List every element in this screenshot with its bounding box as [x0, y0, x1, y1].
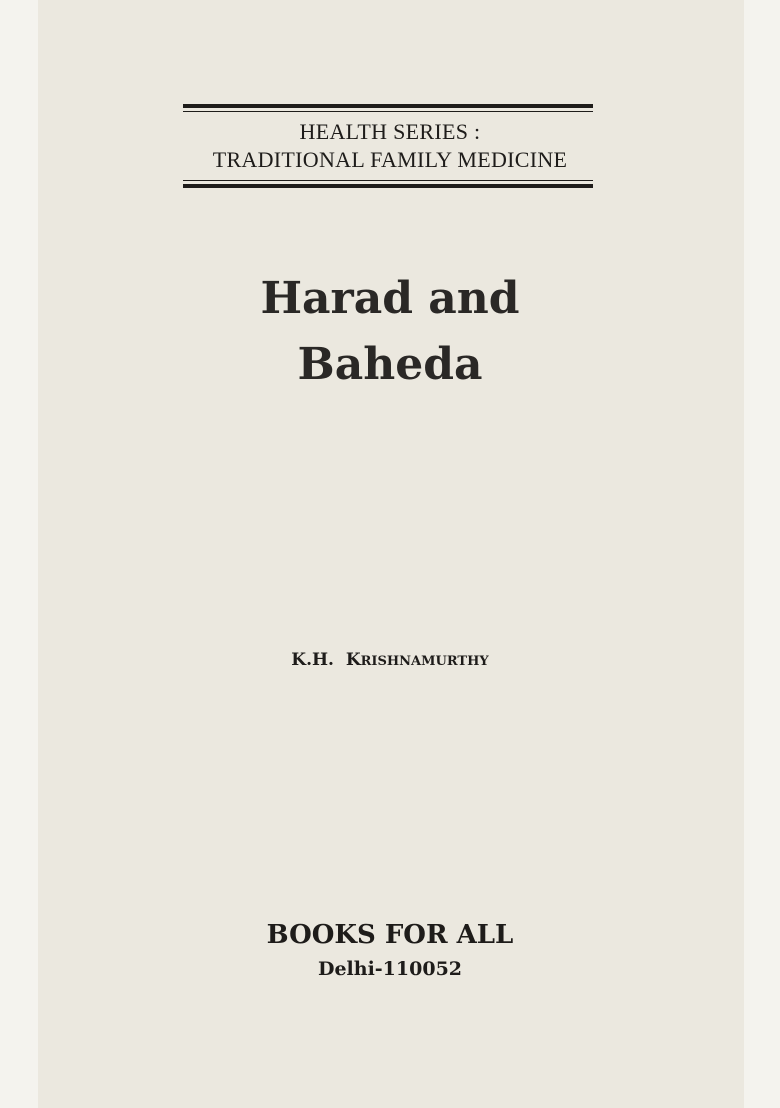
publisher-name: BOOKS FOR ALL: [266, 920, 514, 950]
book-title-line2: Baheda: [297, 339, 483, 390]
series-label: HEALTH SERIES :: [299, 119, 481, 144]
author-surname-initial: K: [345, 650, 361, 670]
book-title-line1: Harad and: [260, 273, 520, 324]
publisher-city: Delhi-110052: [317, 958, 463, 980]
author-surname-rest: RISHNAMURTHY: [360, 654, 489, 669]
bottom-rule-thick: [183, 184, 593, 188]
bottom-rule-thin: [183, 180, 593, 181]
top-rule-thick: [183, 104, 593, 108]
author-initials: K.H.: [291, 650, 334, 670]
top-rule-thin: [183, 111, 593, 112]
series-subtitle: TRADITIONAL FAMILY MEDICINE: [212, 147, 568, 172]
author-name: [200, 650, 580, 670]
